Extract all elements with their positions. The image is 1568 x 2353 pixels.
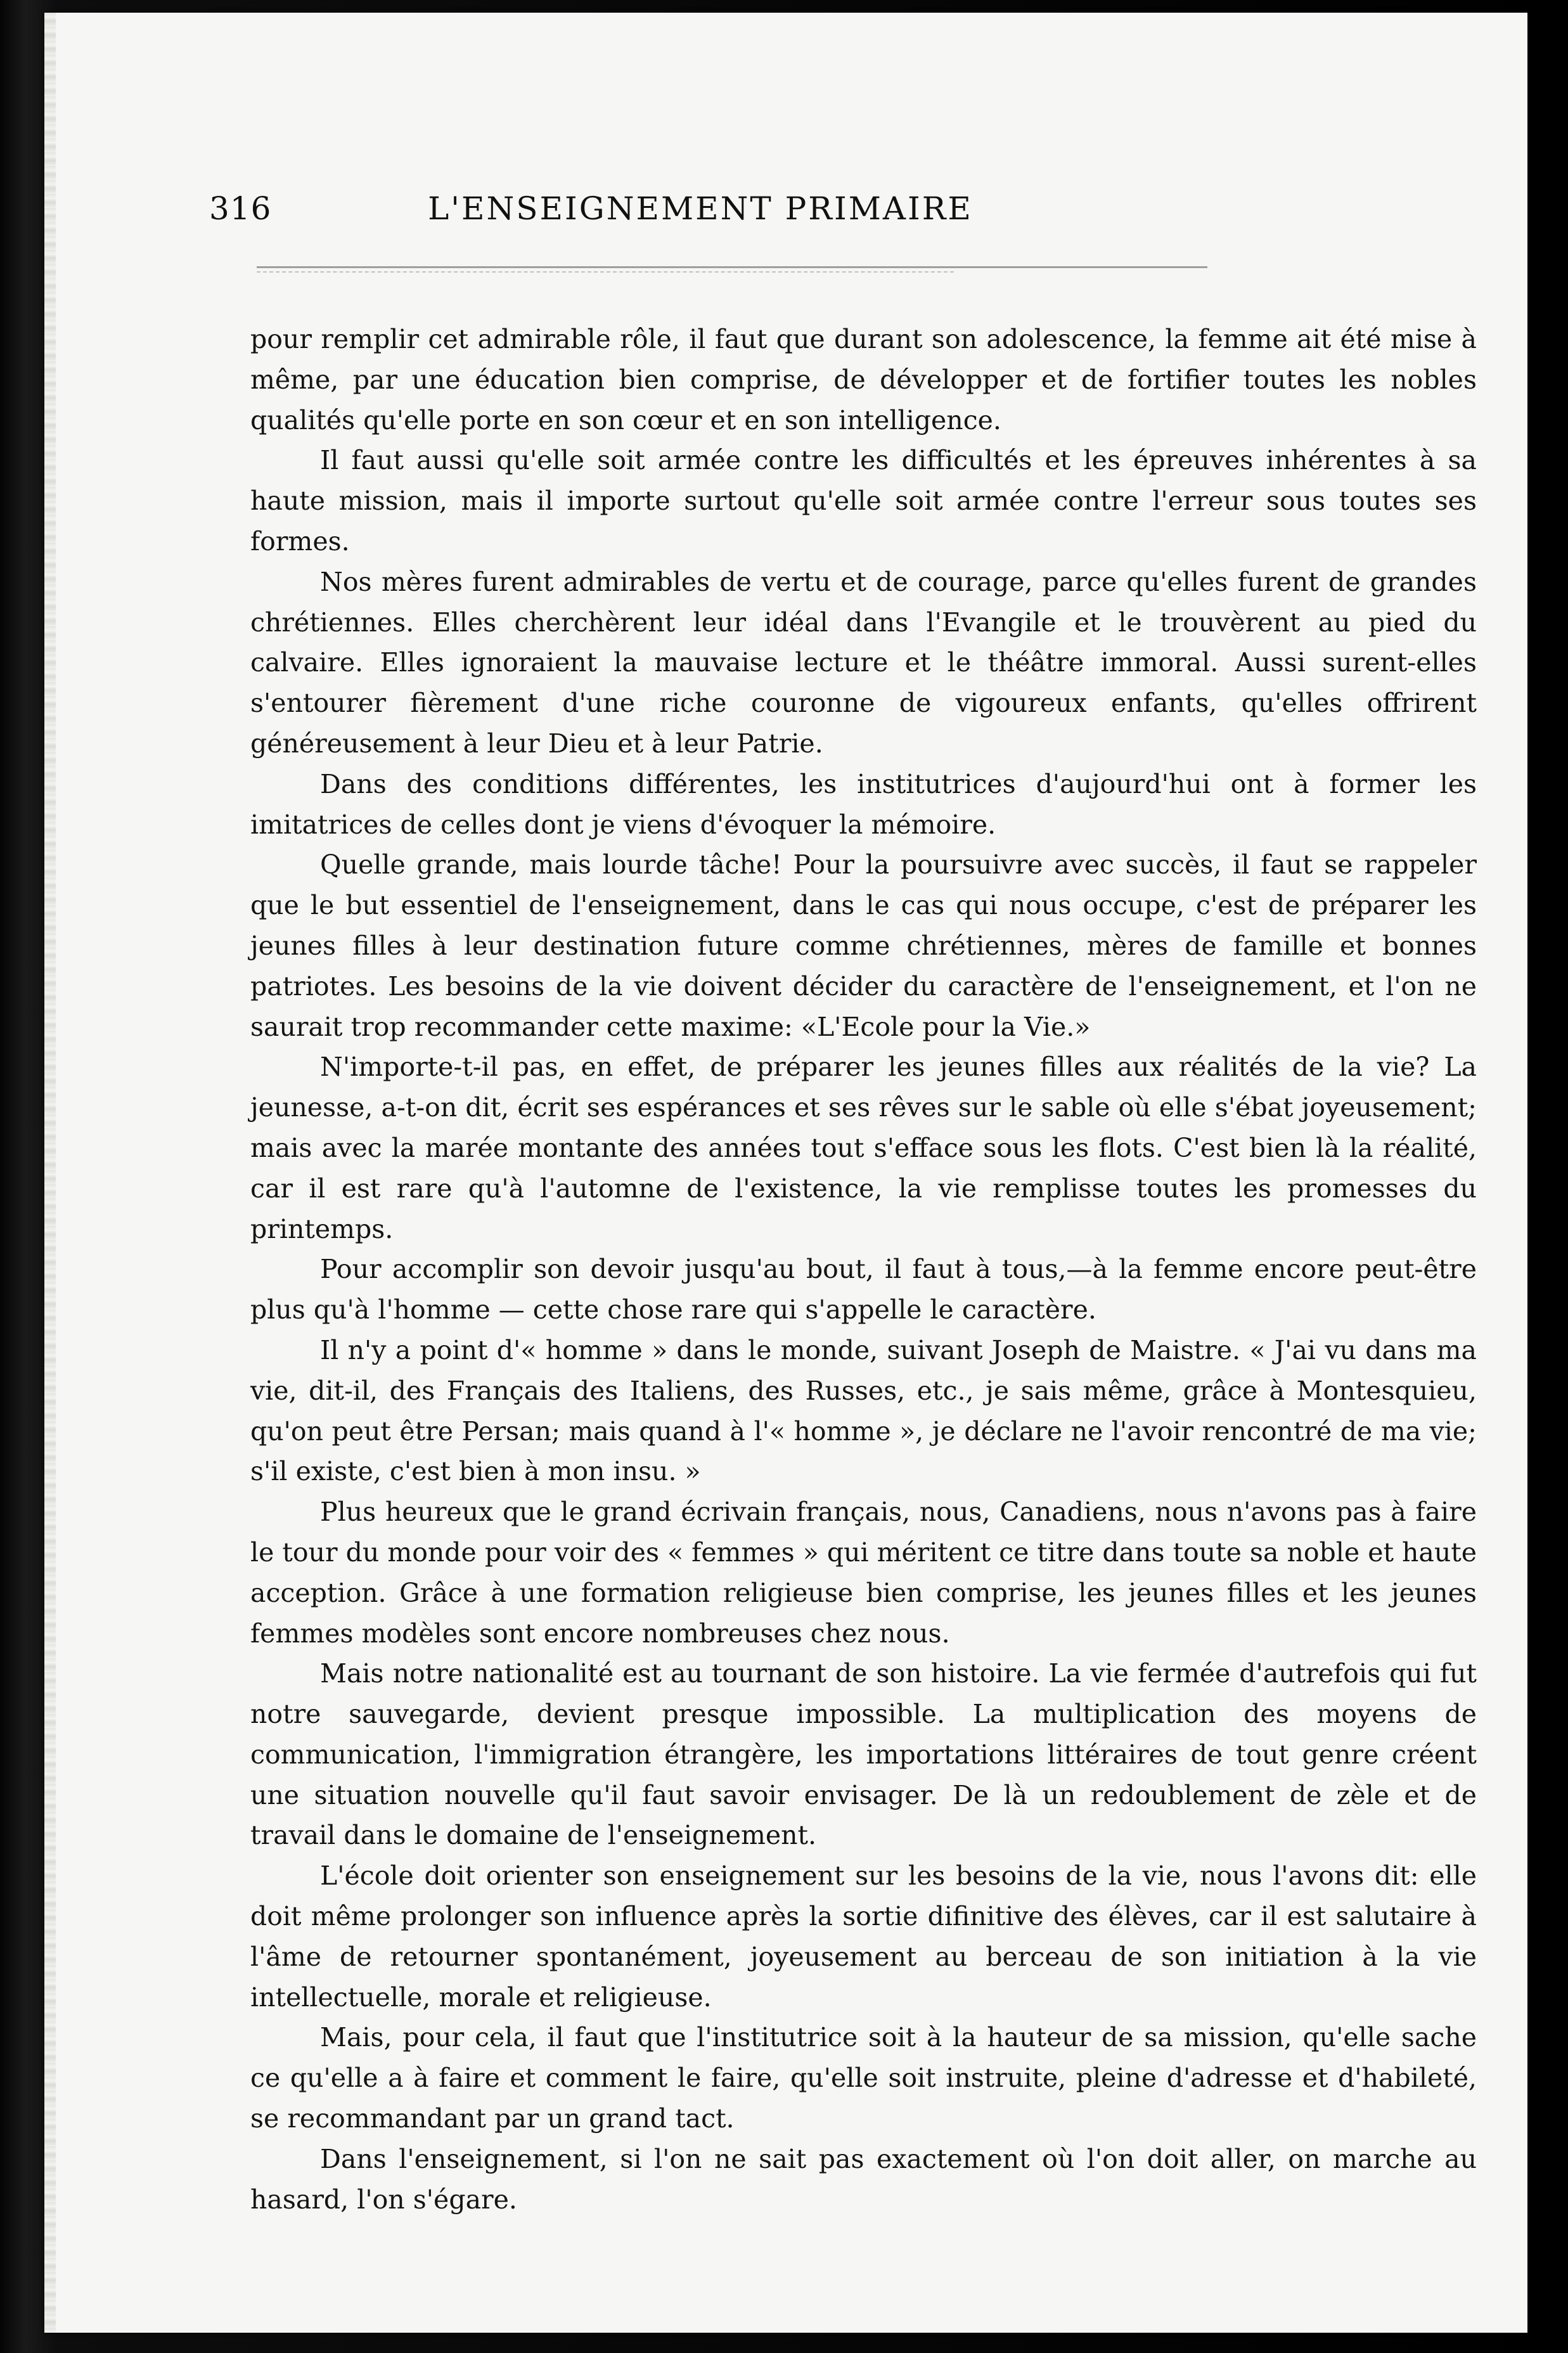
paragraph-2: Il faut aussi qu'elle soit armée contre les difficultés et les épreuves inhérentes à sa haute mission, mais il importe surtout qu'elle soit armée contre l'erreur sous toutes ses formes. [250, 445, 1477, 557]
paragraph-1: pour remplir cet admirable rôle, il faut que durant son adolescence, la femme ait été mise à même, par une éducation bien comprise, de développer et de fortifier toutes les nobles qualités qu'elle porte en son cœur et en son intelligence. [250, 324, 1477, 435]
header-rule-faint [257, 271, 954, 273]
header-rule [257, 266, 1207, 268]
page-header [209, 190, 1166, 241]
paragraph-8: Il n'y a point d'« homme » dans le monde, suivant Joseph de Maistre. « J'ai vu dans ma vie, dit-il, des Français des Italiens, des Russes, etc., je sais même, grâce à Montesquieu, qu'on peut être Persan; mais quand à l'« homme », je déclare ne l'avoir rencontré de ma vie; s'il existe, c'est bien à mon insu. » [250, 1334, 1477, 1487]
paragraph-4: Dans des conditions différentes, les institutrices d'aujourd'hui ont à former les imitatrices de celles dont je viens d'évoquer la mémoire. [250, 768, 1477, 840]
paragraph-11: L'école doit orienter son enseignement sur les besoins de la vie, nous l'avons dit: elle doit même prolonger son influence après la sortie difinitive des élèves, car il est salutaire à l'âme de retourner spontanément, joyeusement au berceau de son initiation à la vie intellectuelle, morale et religieuse. [250, 1860, 1477, 2013]
body-text [250, 319, 1477, 2220]
paragraph-5: Quelle grande, mais lourde tâche! Pour la poursuivre avec succès, il faut se rappeler que le but essentiel de l'enseignement, dans le cas qui nous occupe, c'est de préparer les jeunes filles à leur destination future comme chrétiennes, mères de famille et bonnes patriotes. Les besoins de la vie doivent décider du caractère de l'enseignement, et l'on ne saurait trop recommander cette maxime: «L'Ecole pour la Vie.» [250, 849, 1477, 1042]
page-torn-edge [44, 13, 56, 2333]
paragraph-9: Plus heureux que le grand écrivain français, nous, Canadiens, nous n'avons pas à faire le tour du monde pour voir des « femmes » qui méritent ce titre dans toute sa noble et haute acception. Grâce à une formation religieuse bien comprise, les jeunes filles et les jeunes femmes modèles sont encore nombreuses chez nous. [250, 1497, 1477, 1649]
paragraph-7: Pour accomplir son devoir jusqu'au bout, il faut à tous,—à la femme encore peut-être plus qu'à l'homme — cette chose rare qui s'appelle le caractère. [250, 1254, 1477, 1325]
running-title: L'ENSEIGNEMENT PRIMAIRE [428, 190, 973, 227]
paragraph-3: Nos mères furent admirables de vertu et de courage, parce qu'elles furent de grandes chrétiennes. Elles cherchèrent leur idéal dans l'Evangile et le trouvèrent au pied du calvaire. Elles ignoraient la mauvaise lecture et le théâtre immoral. Aussi surent-elles s'entourer fièrement d'une riche couronne de vigoureux enfants, qu'elles offrirent généreusement à leur Dieu et à leur Patrie. [250, 566, 1477, 759]
paragraph-6: N'importe-t-il pas, en effet, de préparer les jeunes filles aux réalités de la vie? La jeunesse, a-t-on dit, écrit ses espérances et ses rêves sur le sable où elle s'ébat joyeusement; mais avec la marée montante des années tout s'efface sous les flots. C'est bien là la réalité, car il est rare qu'à l'automne de l'existence, la vie remplisse toutes les promesses du printemps. [250, 1052, 1477, 1244]
paragraph-10: Mais notre nationalité est au tournant de son histoire. La vie fermée d'autrefois qui fut notre sauvegarde, devient presque impossible. La multiplication des moyens de communication, l'immigration étrangère, les importations littéraires de tout genre créent une situation nouvelle qu'il faut savoir envisager. De là un redoublement de zèle et de travail dans le domaine de l'enseignement. [250, 1658, 1477, 1851]
paragraph-13: Dans l'enseignement, si l'on ne sait pas exactement où l'on doit aller, on marche au hasard, l'on s'égare. [250, 2143, 1477, 2215]
page-number: 316 [209, 190, 272, 227]
paragraph-12: Mais, pour cela, il faut que l'institutrice soit à la hauteur de sa mission, qu'elle sache ce qu'elle a à faire et comment le faire, qu'elle soit instruite, pleine d'adresse et d'habileté, se recommandant par un grand tact. [250, 2022, 1477, 2134]
